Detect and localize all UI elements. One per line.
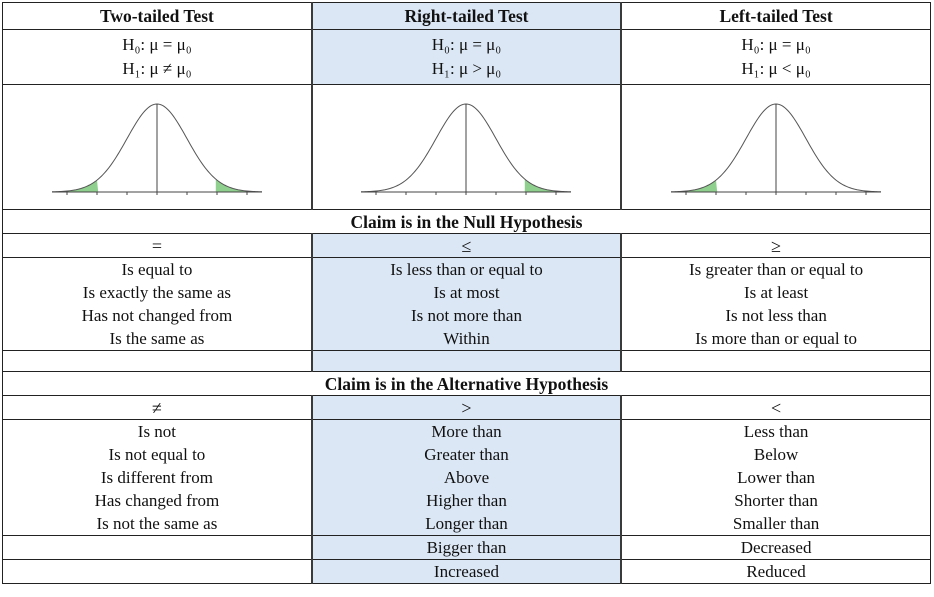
curve-cell-right-tailed [312,85,621,210]
null-symbol-le: ≤ [312,234,621,258]
phrase-cell: Is not more than [312,304,621,327]
phrase-cell: More than [312,420,621,444]
curve-row [3,85,931,210]
alt-hypothesis: H₁: μ ≠ μ₀ [122,59,192,78]
alt-section-title-row [3,372,931,396]
phrase-cell: Below [621,443,930,466]
spacer-cell [3,351,312,372]
phrase-cell: Lower than [621,466,930,489]
phrase-cell: Longer than [312,512,621,536]
table-row [3,420,931,444]
header-row [3,3,931,30]
table-row [3,536,931,560]
bell-curve-two-tailed [42,92,272,202]
phrase-cell: Is less than or equal to [312,258,621,282]
phrase-cell: Greater than [312,443,621,466]
hypotheses-two-tailed [3,30,312,85]
bell-curve-left-tailed [661,92,891,202]
null-symbol-row [3,234,931,258]
alt-symbol-ne: ≠ [3,396,312,420]
phrase-cell [3,560,312,584]
table-row [3,327,931,351]
phrase-cell: Is not equal to [3,443,312,466]
hypotheses-row [3,30,931,85]
hypotheses-left-tailed [621,30,930,85]
alt-section-title: Claim is in the Alternative Hypothesis [3,372,931,396]
curve-cell-two-tailed [3,85,312,210]
phrase-cell: Smaller than [621,512,930,536]
null-hypothesis: H₀: μ = μ₀ [122,35,192,54]
table-row [3,281,931,304]
phrase-cell [3,536,312,560]
phrase-cell: Is greater than or equal to [621,258,930,282]
spacer-cell [621,351,930,372]
phrase-cell: Has not changed from [3,304,312,327]
curve-cell-left-tailed [621,85,930,210]
phrase-cell: Has changed from [3,489,312,512]
null-section-title: Claim is in the Null Hypothesis [3,210,931,234]
table-row [3,512,931,536]
phrase-cell: Is not [3,420,312,444]
phrase-cell: Above [312,466,621,489]
phrase-cell: Decreased [621,536,930,560]
alt-hypothesis: H₁: μ > μ₀ [431,59,502,78]
alt-symbol-gt: > [312,396,621,420]
phrase-cell: Less than [621,420,930,444]
header-right-tailed: Right-tailed Test [312,3,621,30]
phrase-cell: Is not less than [621,304,930,327]
phrase-cell: Shorter than [621,489,930,512]
phrase-cell: Bigger than [312,536,621,560]
phrase-cell: Is equal to [3,258,312,282]
phrase-cell: Higher than [312,489,621,512]
phrase-cell: Is different from [3,466,312,489]
alt-hypothesis: H₁: μ < μ₀ [741,59,811,78]
phrase-cell: Within [312,327,621,351]
phrase-cell: Is exactly the same as [3,281,312,304]
table-row [3,560,931,584]
table-row [3,258,931,282]
alt-symbol-lt: < [621,396,930,420]
phrase-cell: Increased [312,560,621,584]
table-row [3,466,931,489]
hypothesis-test-table [2,2,931,584]
hypotheses-right-tailed [312,30,621,85]
table-row [3,443,931,466]
phrase-cell: Is at least [621,281,930,304]
spacer-row [3,351,931,372]
null-symbol-equal: = [3,234,312,258]
phrase-cell: Is more than or equal to [621,327,930,351]
phrase-cell: Is the same as [3,327,312,351]
null-section-title-row [3,210,931,234]
alt-symbol-row [3,396,931,420]
header-left-tailed: Left-tailed Test [621,3,930,30]
bell-curve-right-tailed [351,92,581,202]
null-hypothesis: H₀: μ = μ₀ [741,35,811,54]
phrase-cell: Reduced [621,560,930,584]
phrase-cell: Is not the same as [3,512,312,536]
spacer-cell [312,351,621,372]
table-row [3,489,931,512]
null-hypothesis: H₀: μ = μ₀ [431,35,502,54]
header-two-tailed: Two-tailed Test [3,3,312,30]
table-row [3,304,931,327]
phrase-cell: Is at most [312,281,621,304]
null-symbol-ge: ≥ [621,234,930,258]
